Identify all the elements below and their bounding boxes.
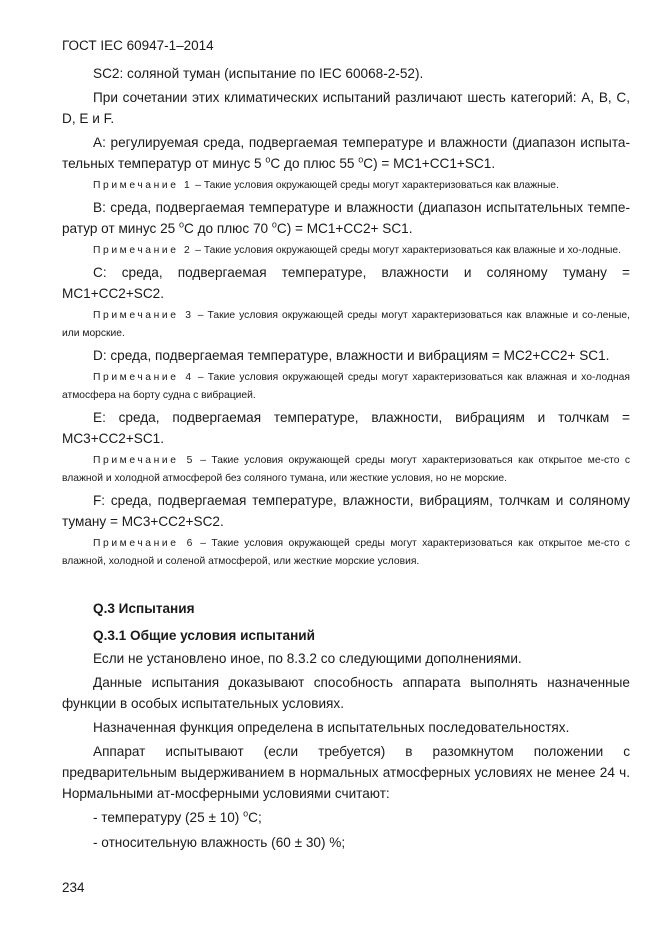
paragraph-sc2: SC2: соляной туман (испытание по IEC 60068-2-52). bbox=[93, 66, 424, 81]
section-heading-q3: Q.3 Испытания bbox=[93, 601, 195, 616]
page-content bbox=[62, 63, 630, 857]
paragraph-category-d: D: среда, подвергаемая температуре, влажности и вибрациям = MC2+CC2+ SC1. bbox=[93, 348, 610, 363]
note-6: Примечание 6 – Такие условия окружающей среды могут характеризоваться как открытое ме-сто с влажной, холодной и соленой атмосферой, или жесткие морские условия. bbox=[62, 538, 630, 567]
section-heading-q3-1: Q.3.1 Общие условия испытаний bbox=[93, 628, 316, 643]
note-5: Примечание 5 – Такие условия окружающей среды могут характеризоваться как открытое ме-сто с влажной и холодной атмосферой без соляного тумана, или жесткие условия, но не морские. bbox=[62, 455, 630, 484]
note-2: Примечание 2 – Такие условия окружающей среды могут характеризоваться как влажные и хо-лодные. bbox=[93, 245, 621, 256]
paragraph-categories: При сочетании этих климатических испытаний различают шесть категорий: A, B, C, D, E и F. bbox=[62, 90, 630, 126]
note-label: Примечание 2 bbox=[93, 245, 193, 256]
paragraph-general-4: Аппарат испытывают (если требуется) в разомкнутом положении с предварительным выдерживанием в нормальных атмосферных условиях не менее 24 ч. Нормальными ат-мосферными условиями считают: bbox=[62, 744, 630, 801]
running-header: ГОСТ IEC 60947-1–2014 bbox=[62, 38, 214, 53]
list-item-humidity: - относительную влажность (60 ± 30) %; bbox=[93, 835, 346, 850]
paragraph-category-a: А: регулируемая среда, подвергаемая температуре и влажности (диапазон испыта-тельных температур от минус 5 $^o$С до плюс 55 $^o$С) = MC1+CC1+SC1. bbox=[62, 135, 630, 171]
note-label: Примечание 1 bbox=[93, 180, 193, 191]
paragraph-general-3: Назначенная функция определена в испытательных последовательностях. bbox=[93, 720, 570, 735]
note-1: Примечание 1 – Такие условия окружающей среды могут характеризоваться как влажные. bbox=[93, 180, 559, 191]
page-number: 234 bbox=[62, 880, 85, 895]
note-label: Примечание 6 bbox=[93, 538, 195, 549]
paragraph-general-2: Данные испытания доказывают способность аппарата выполнять назначенные функции в особых испытательных условиях. bbox=[62, 675, 630, 711]
note-label: Примечание 4 bbox=[93, 372, 194, 383]
paragraph-category-b: В: среда, подвергаемая температуре и влажности (диапазон испытательных темпе-ратур от минус 25 $^o$С до плюс 70 $^o$С) = MC1+CC2+ SC1. bbox=[62, 200, 630, 236]
paragraph-general-1: Если не установлено иное, по 8.3.2 со следующими дополнениями. bbox=[93, 651, 522, 666]
paragraph-category-e: Е: среда, подвергаемая температуре, влажности, вибрациям и толчкам = MC3+CC2+SC1. bbox=[62, 410, 630, 446]
paragraph-category-f: F: среда, подвергаемая температуре, влажности, вибрациям, толчкам и соляному туману = MC3+CC2+SC2. bbox=[62, 493, 630, 529]
note-4: Примечание 4 – Такие условия окружающей среды могут характеризоваться как влажная и хо-лодная атмосфера на борту судна с вибрацией. bbox=[62, 372, 630, 401]
paragraph-category-c: С: среда, подвергаемая температуре, влажности и соляному туману = MC1+CC2+SC2. bbox=[62, 265, 630, 301]
note-label: Примечание 3 bbox=[93, 310, 194, 321]
list-item-temperature: - температуру (25 ± 10) $^o$С; bbox=[93, 808, 262, 825]
note-label: Примечание 5 bbox=[93, 455, 195, 466]
note-3: Примечание 3 – Такие условия окружающей среды могут характеризоваться как влажные и со-леные, или морские. bbox=[62, 310, 630, 339]
